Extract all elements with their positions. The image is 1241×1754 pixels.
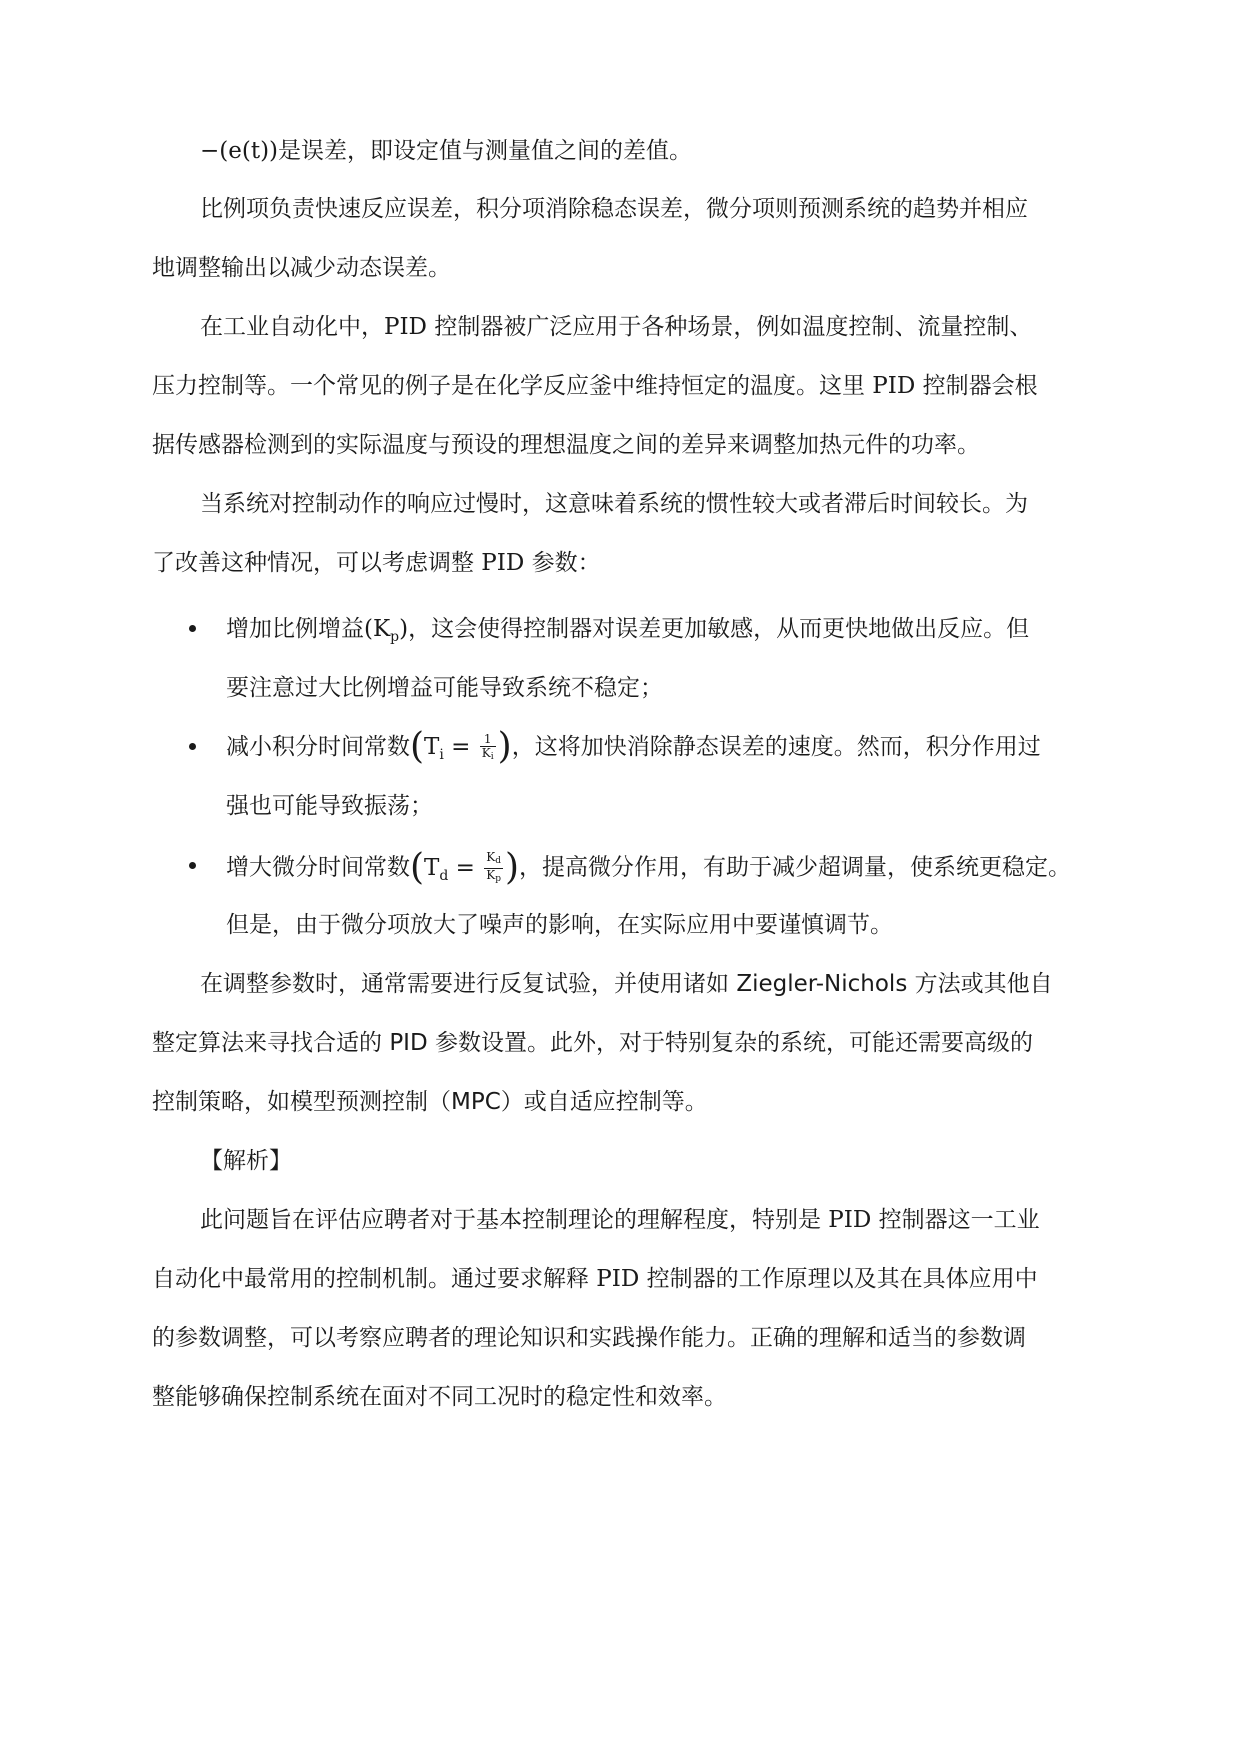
- bullet-continuation: 要注意过大比例增益可能导致系统不稳定；: [226, 675, 663, 701]
- paragraph-line: 整能够确保控制系统在面对不同工况时的稳定性和效率。: [152, 1384, 727, 1410]
- math-text: =: [448, 854, 483, 881]
- math-subscript: d: [495, 856, 501, 866]
- math-text: K: [486, 868, 496, 882]
- bullet-continuation: 但是，由于微分项放大了噪声的影响，在实际应用中要谨慎调节。: [226, 912, 893, 938]
- paragraph-line: 此问题旨在评估应聘者对于基本控制理论的理解程度，特别是 PID 控制器这一工业: [200, 1207, 1040, 1233]
- fraction-denominator: [480, 747, 496, 764]
- fraction-denominator: [484, 869, 503, 886]
- bullet-text: ，提高微分作用，有助于减少超调量，使系统更稳定。: [519, 854, 1072, 881]
- paragraph-line: 了改善这种情况，可以考虑调整 PID 参数：: [152, 550, 601, 576]
- paragraph-text: 方法或其他自: [907, 971, 1053, 997]
- paragraph-text: 整定算法来寻找合适的: [152, 1030, 390, 1056]
- math-fraction: [484, 851, 503, 886]
- math-subscript: p: [495, 874, 501, 884]
- math-fraction: [480, 733, 496, 764]
- math-text: K: [481, 745, 491, 760]
- math-kp: [364, 616, 409, 645]
- paragraph-line: [152, 1087, 708, 1117]
- fraction-numerator: [484, 851, 503, 869]
- math-text: K: [486, 850, 496, 864]
- paragraph-line: 自动化中最常用的控制机制。通过要求解释 PID 控制器的工作原理以及其在具体应用中: [152, 1266, 1038, 1292]
- bullet-marker: [189, 625, 196, 632]
- fraction-numerator: 1: [480, 733, 496, 747]
- math-text: (K: [364, 616, 391, 642]
- paragraph-line: 比例项负责快速反应误差，积分项消除稳态误差，微分项则预测系统的趋势并相应: [200, 196, 1028, 222]
- bullet-text: ，这将加快消除静态误差的速度。然而，积分作用过: [511, 734, 1041, 760]
- math-subscript: p: [390, 629, 400, 645]
- error-definition-line: −(e(t))是误差，即设定值与测量值之间的差值。: [200, 138, 693, 164]
- acronym: PID: [389, 1030, 428, 1056]
- section-heading-analysis: 【解析】: [200, 1148, 292, 1174]
- math-subscript: i: [439, 747, 444, 763]
- paragraph-text: 在调整参数时，通常需要进行反复试验，并使用诸如: [200, 971, 737, 997]
- paragraph-line: 的参数调整，可以考察应聘者的理论知识和实践操作能力。正确的理解和适当的参数调: [152, 1325, 1026, 1351]
- math-text: =: [443, 734, 478, 760]
- bullet-text: 减小积分时间常数: [226, 734, 410, 760]
- math-ti: ($T_i$ = $\frac{1}{K_i}$ ): [410, 726, 512, 767]
- paragraph-line: 据传感器检测到的实际温度与预设的理想温度之间的差异来调整加热元件的功率。: [152, 432, 980, 458]
- paragraph-line: 在工业自动化中，PID 控制器被广泛应用于各种场景，例如温度控制、流量控制、: [200, 314, 1033, 340]
- math-subscript: i: [490, 751, 494, 762]
- bullet-item-proportional-gain: [226, 614, 1029, 652]
- bullet-item-derivative-time: [226, 846, 1072, 891]
- paragraph-text: ）或自适应控制等。: [500, 1089, 708, 1115]
- paragraph-text: 控制策略，如模型预测控制（: [152, 1089, 451, 1115]
- math-text: T: [424, 854, 440, 881]
- paragraph-line: 地调整输出以减少动态误差。: [152, 255, 451, 281]
- paragraph-line: [152, 1028, 1033, 1058]
- paragraph-line: 当系统对控制动作的响应过慢时，这意味着系统的惯性较大或者滞后时间较长。为: [200, 491, 1028, 517]
- math-text: ): [399, 616, 409, 642]
- math-text: T: [424, 734, 440, 760]
- paragraph-text: 参数设置。此外，对于特别复杂的系统，可能还需要高级的: [427, 1030, 1033, 1056]
- bullet-text: 增加比例增益: [226, 616, 364, 642]
- bullet-marker: [189, 743, 196, 750]
- paragraph-line: 压力控制等。一个常见的例子是在化学反应釜中维持恒定的温度。这里 PID 控制器会根: [152, 373, 1038, 399]
- acronym: MPC: [451, 1089, 501, 1115]
- bullet-item-integral-time: [226, 726, 1041, 770]
- math-subscript: d: [439, 867, 449, 884]
- bullet-text: ，这会使得控制器对误差更加敏感，从而更快地做出反应。但: [408, 616, 1030, 642]
- math-td: ($T_d$ = $\frac{K_d}{K_p}$ ): [410, 846, 520, 888]
- bullet-continuation: 强也可能导致振荡；: [226, 793, 433, 819]
- bullet-text: 增大微分时间常数: [226, 854, 410, 881]
- method-name: Ziegler-Nichols: [736, 971, 908, 997]
- paragraph-line: [200, 969, 1053, 999]
- bullet-marker: [189, 862, 196, 869]
